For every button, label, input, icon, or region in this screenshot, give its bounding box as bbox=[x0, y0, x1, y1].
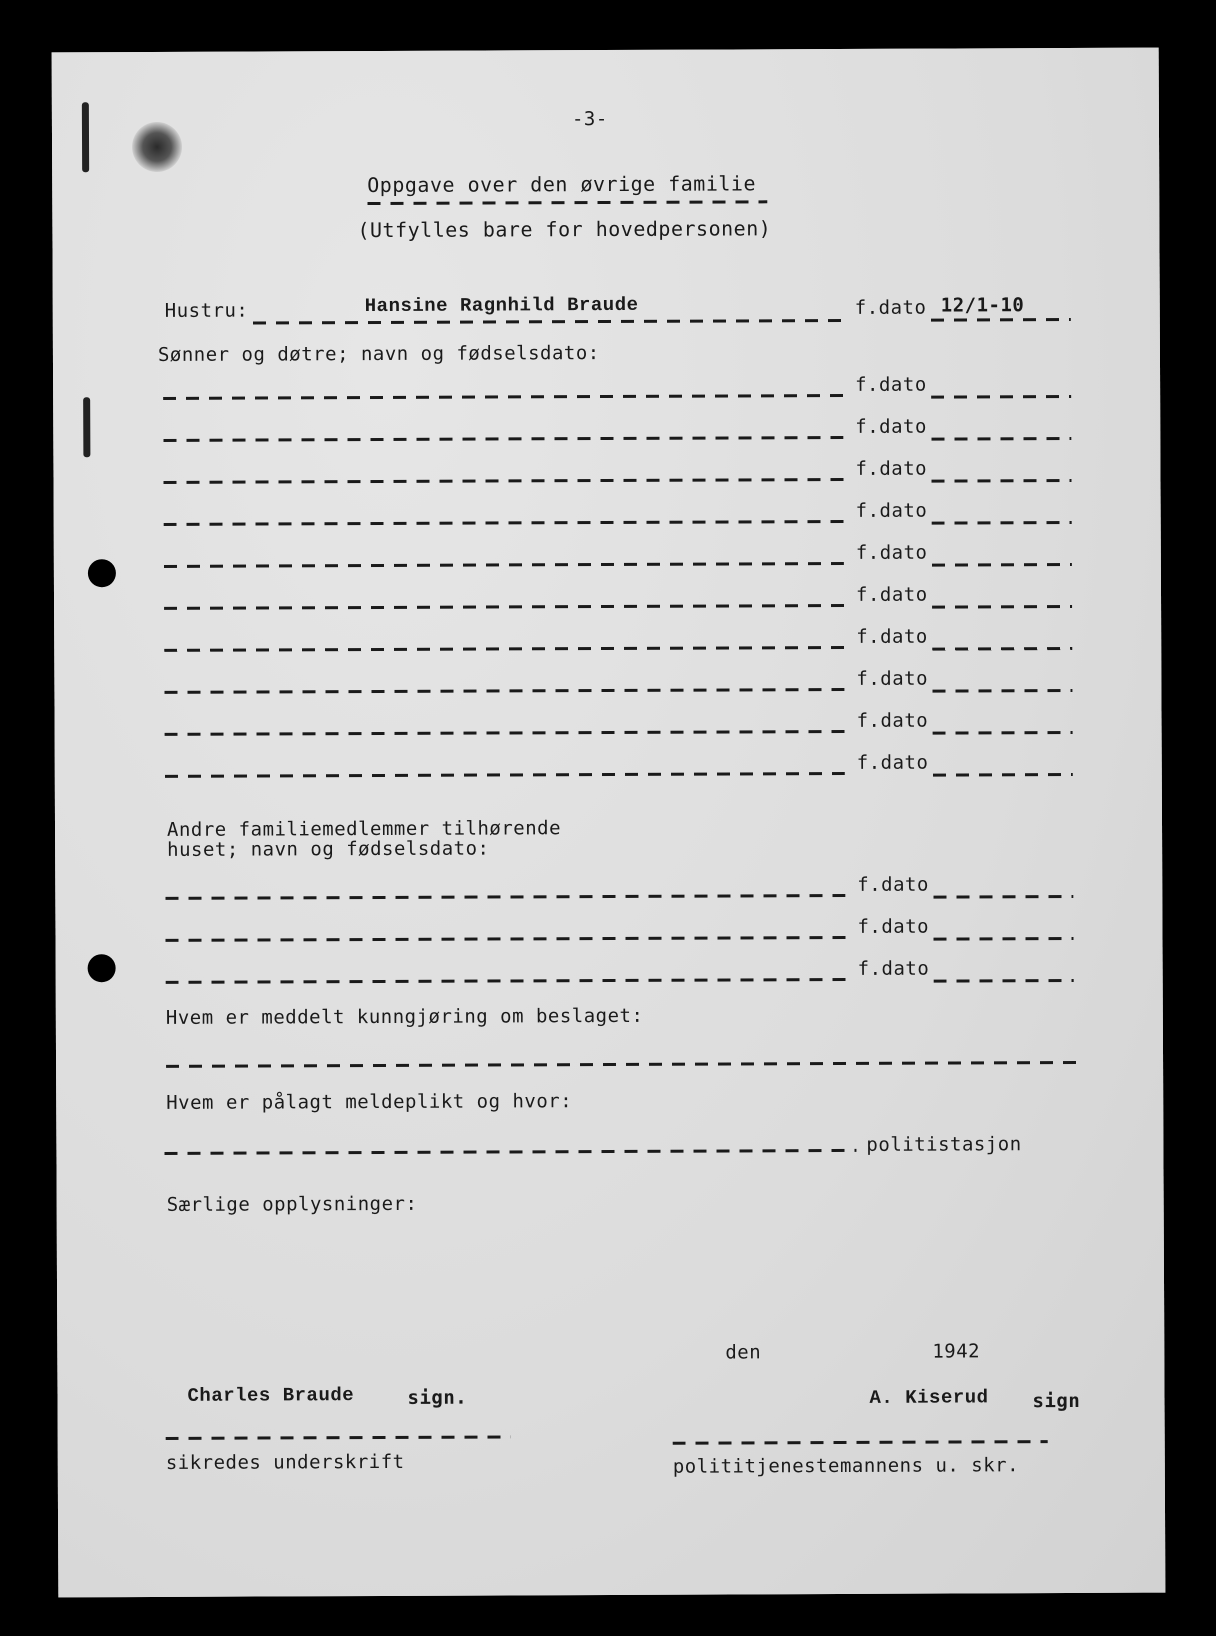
child-dob-label: f.dato bbox=[855, 457, 928, 480]
child-name-line bbox=[164, 688, 844, 694]
other-member-dob-line bbox=[934, 979, 1074, 983]
child-dob-line bbox=[932, 605, 1072, 609]
notified-label: Hvem er meddelt kunngjøring om beslaget: bbox=[165, 1004, 644, 1029]
reporting-line bbox=[164, 1149, 856, 1155]
other-members-label: Andre familiemedlemmer tilhørende bbox=[166, 817, 562, 841]
punch-hole bbox=[88, 559, 116, 587]
signer-line bbox=[166, 1435, 511, 1440]
other-member-name-line bbox=[166, 936, 846, 942]
child-dob-label: f.dato bbox=[855, 499, 928, 522]
form-title: Oppgave over den øvrige familie bbox=[367, 171, 757, 198]
child-dob-label: f.dato bbox=[855, 373, 927, 396]
child-name-line bbox=[164, 646, 844, 652]
child-dob-line bbox=[933, 773, 1073, 777]
child-dob-line bbox=[932, 521, 1072, 525]
child-name-line bbox=[163, 394, 843, 400]
child-dob-line bbox=[932, 647, 1072, 651]
child-dob-line bbox=[932, 479, 1072, 483]
wife-name: Hansine Ragnhild Braude bbox=[364, 293, 639, 318]
wife-line bbox=[253, 319, 843, 325]
child-dob-label: f.dato bbox=[855, 541, 928, 564]
officer-caption: polititjenestemannens u. skr. bbox=[672, 1454, 1020, 1478]
document-page bbox=[52, 48, 1166, 1598]
punch-hole bbox=[88, 954, 116, 982]
wife-dob: 12/1-10 bbox=[940, 294, 1025, 317]
child-dob-label: f.dato bbox=[856, 625, 928, 648]
child-name-line bbox=[164, 562, 844, 568]
child-name-line bbox=[165, 730, 845, 736]
margin-mark bbox=[83, 397, 90, 457]
officer-name: A. Kiserud bbox=[869, 1386, 989, 1409]
other-member-dob-line bbox=[933, 895, 1073, 899]
form-subtitle: (Utfylles bare for hovedpersonen) bbox=[357, 216, 772, 243]
other-member-name-line bbox=[165, 894, 845, 900]
child-dob-line bbox=[933, 731, 1073, 735]
child-dob-line bbox=[931, 437, 1071, 441]
reporting-label: Hvem er pålagt meldeplikt og hvor: bbox=[166, 1090, 573, 1114]
child-dob-label: f.dato bbox=[856, 709, 929, 732]
officer-line bbox=[673, 1440, 1048, 1445]
child-dob-label: f.dato bbox=[855, 415, 927, 438]
child-dob-line bbox=[932, 563, 1072, 567]
children-label: Sønner og døtre; navn og fødselsdato: bbox=[157, 342, 600, 366]
child-dob-line bbox=[932, 689, 1072, 693]
year: 1942 bbox=[932, 1340, 981, 1363]
title-underline bbox=[367, 200, 767, 205]
other-member-dob-label: f.dato bbox=[857, 915, 930, 938]
other-members-label-2: huset; navn og fødselsdato: bbox=[167, 837, 490, 861]
other-member-dob-label: f.dato bbox=[857, 957, 930, 980]
officer-sign: sign bbox=[1032, 1389, 1081, 1413]
margin-mark bbox=[82, 102, 89, 172]
station-label: politistasjon bbox=[866, 1133, 1022, 1156]
child-dob-line bbox=[931, 395, 1071, 399]
child-dob-label: f.dato bbox=[856, 667, 929, 690]
child-name-line bbox=[164, 520, 844, 526]
child-dob-label: f.dato bbox=[856, 751, 929, 774]
wife-dob-label: f.dato bbox=[854, 296, 927, 319]
other-member-dob-line bbox=[934, 937, 1074, 941]
other-member-name-line bbox=[166, 978, 846, 984]
child-name-line bbox=[164, 478, 844, 484]
other-member-dob-label: f.dato bbox=[857, 873, 929, 896]
child-name-line bbox=[164, 604, 844, 610]
wife-dob-line bbox=[931, 318, 1071, 322]
den-label: den bbox=[725, 1341, 762, 1364]
child-dob-label: f.dato bbox=[855, 583, 928, 606]
wife-label: Hustru: bbox=[164, 299, 249, 322]
ink-smudge bbox=[132, 122, 182, 172]
signer-sign: sign. bbox=[407, 1386, 468, 1409]
signer-caption: sikredes underskrift bbox=[165, 1450, 405, 1474]
notified-line bbox=[166, 1061, 1076, 1068]
child-name-line bbox=[163, 436, 843, 442]
remarks-label: Særlige opplysninger: bbox=[166, 1192, 418, 1216]
signer-name: Charles Braude bbox=[187, 1384, 355, 1407]
page-number: -3- bbox=[571, 107, 608, 131]
child-name-line bbox=[165, 772, 845, 778]
